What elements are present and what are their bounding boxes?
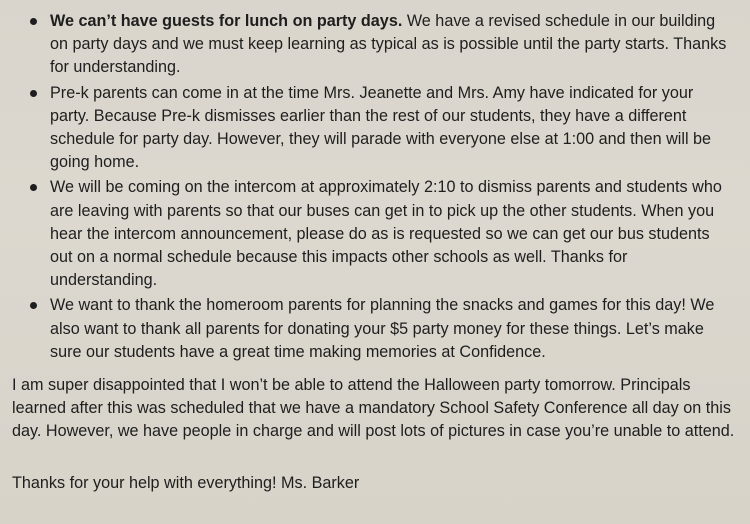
bullet-text: We want to thank the homeroom parents for planning the snacks and games for this day! We also want to thank all parents for donating your $5 party money for these things. Let’s make sure our students have a great time making memories at Confidence. [50,296,715,361]
bullet-text: We will be coming on the intercom at approximately 2:10 to dismiss parents and students who are leaving with parents so that our buses can get in to pick up the other students. When you hear the intercom announcement, please do as is requested so we can get our bus students out on a normal schedule because this impacts other schools as well. Thanks for understanding. [50,178,722,290]
bullet-dot [30,302,37,309]
bullet-text: We have a revised schedule in our building on party days and we must keep learning as typical as is possible until the party starts. Thanks for understanding. [50,12,727,77]
bullet-item [0,82,750,175]
signature-line: Thanks for your help with everything! Ms. Barker [12,474,360,492]
bullet-item [0,294,750,364]
bullet-dot [30,18,37,25]
bullet-text: Pre-k parents can come in at the time Mrs. Jeanette and Mrs. Amy have indicated for your party. Because Pre-k dismisses earlier than the rest of our students, they have a different schedule for party day. However, they will parade with everyone else at 1:00 and then will be going home. [50,83,712,172]
bullet-bold-text: We can’t have guests for lunch on party days. [50,12,403,30]
bullet-item [0,10,750,80]
bullet-item [0,176,750,292]
bullet-dot [30,90,37,97]
closing-paragraph: I am super disappointed that I won’t be able to attend the Halloween party tomorrow. Principals learned after this was scheduled that we have a mandatory School Safety Conference all day on this day. However, we have people in charge and will post lots of pictures in case you’re unable to attend. [12,376,735,441]
bullet-dot [30,184,37,191]
bullet-list [0,10,750,366]
